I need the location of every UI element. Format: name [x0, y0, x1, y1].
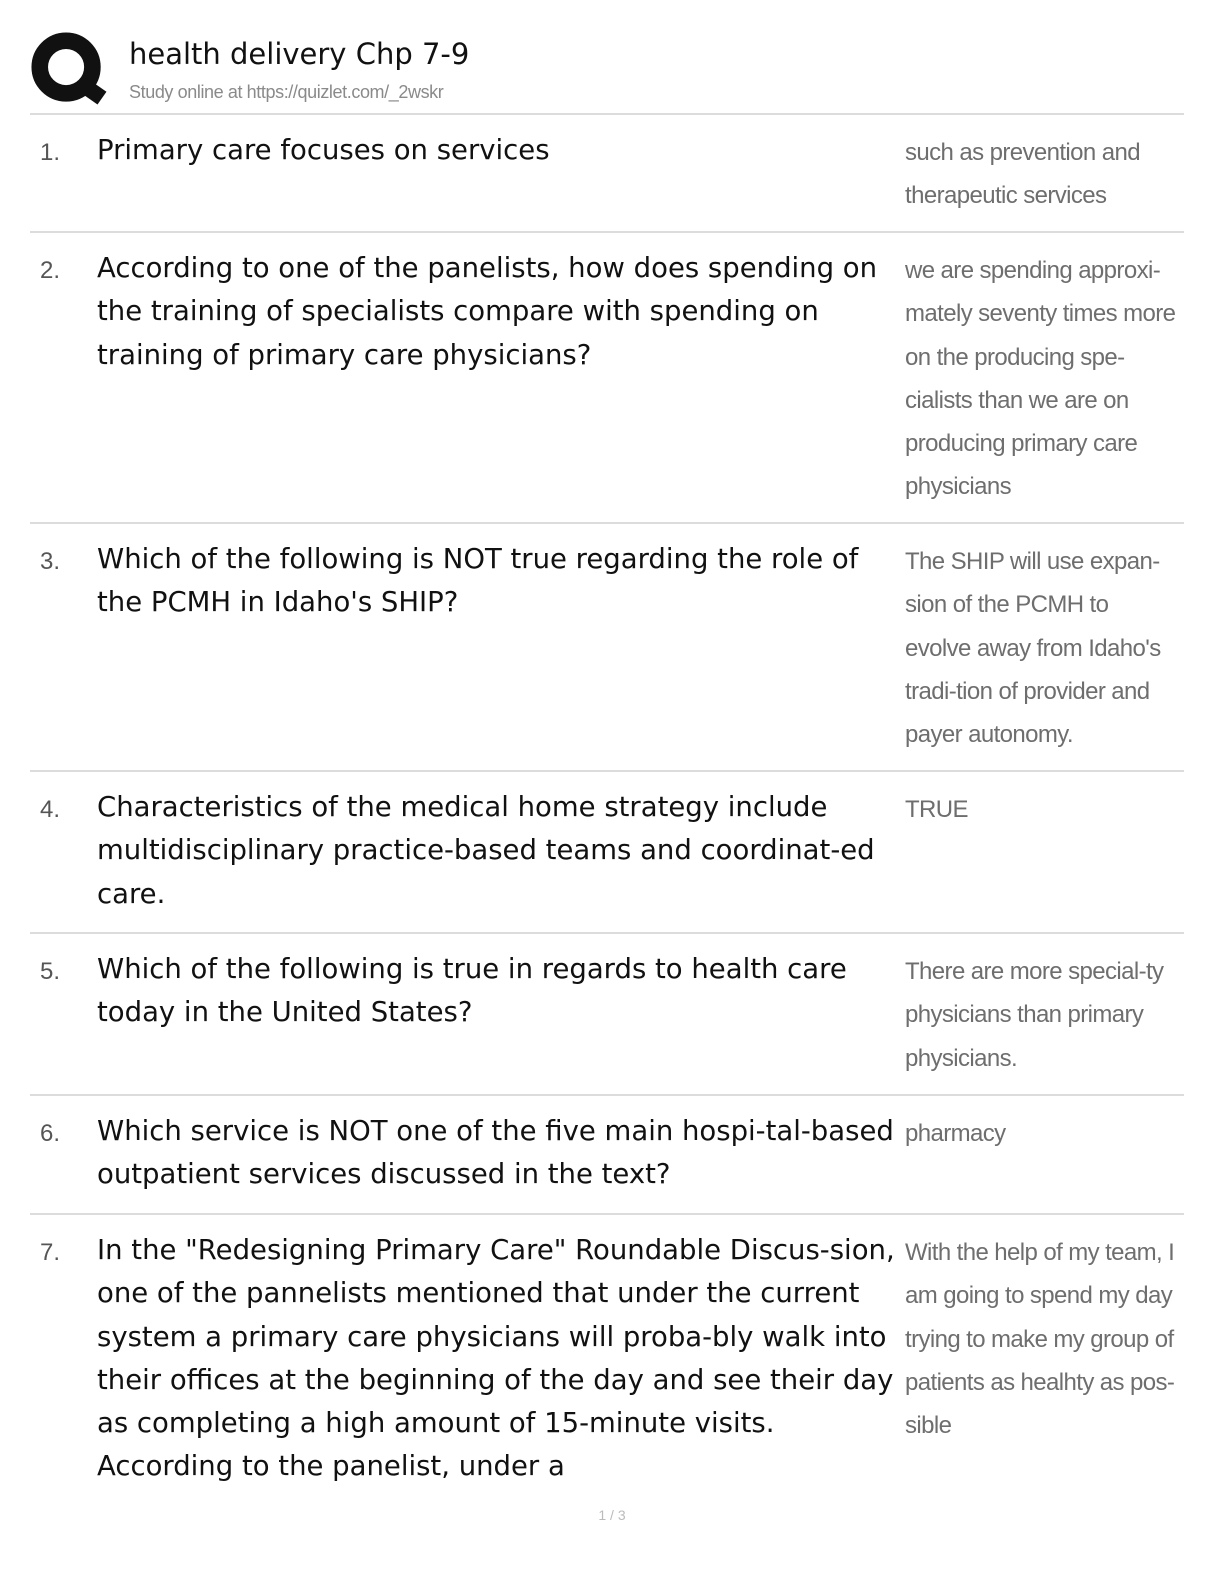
page-number: 1 / 3: [598, 1507, 626, 1523]
card-number: 5.: [40, 958, 61, 985]
flashcard-page: [30, 28, 1184, 1495]
flashcard-row: [30, 233, 1184, 524]
card-definition: TRUE: [905, 796, 968, 823]
card-term: According to one of the panelists, how does spending on the training of specialists compare with spending on training of primary care physicians?: [97, 252, 878, 371]
card-number: 2.: [40, 257, 61, 284]
card-term: Which of the following is true in regards to health care today in the United States?: [97, 953, 847, 1029]
card-term: Characteristics of the medical home strategy include multidisciplinary practice-based teams and coordinat-ed care.: [97, 791, 875, 910]
flashcard-row: [30, 524, 1184, 772]
flashcard-row: [30, 772, 1184, 934]
card-definition: With the help of my team, I am going to spend my day trying to make my group of patients as healhty as pos-sible: [905, 1239, 1175, 1440]
card-term: Which service is NOT one of the five main hospi-tal-based outpatient services discussed in the text?: [97, 1115, 894, 1191]
card-number: 4.: [40, 796, 61, 823]
card-term: Which of the following is NOT true regarding the role of the PCMH in Idaho's SHIP?: [97, 543, 859, 619]
card-number: 7.: [40, 1239, 61, 1266]
card-definition: pharmacy: [905, 1120, 1006, 1147]
flashcard-row: [30, 1096, 1184, 1215]
set-title: health delivery Chp 7-9: [129, 37, 470, 71]
card-definition: such as prevention and therapeutic services: [905, 139, 1140, 210]
card-definition: There are more special-ty physicians than primary physicians.: [905, 958, 1164, 1072]
page-header: [30, 28, 1184, 115]
card-definition: The SHIP will use expan-sion of the PCMH to evolve away from Idaho's tradi-tion of provider and payer autonomy.: [905, 548, 1161, 749]
study-online-link[interactable]: Study online at https://quizlet.com/_2wskr: [129, 82, 444, 102]
quizlet-logo-icon: [30, 30, 108, 108]
card-definition: we are spending approxi-mately seventy times more on the producing spe-cialists than we are on producing primary care physicians: [905, 257, 1176, 501]
card-number: 3.: [40, 548, 61, 575]
card-term: In the "Redesigning Primary Care" Roundable Discus-sion, one of the pannelists mentioned that under the current system a primary care physicians will proba-bly walk into their offices at the beginning of the day and see their day as completing a high amount of 15-minute visits. According to the panelist, under a: [97, 1234, 895, 1483]
flashcard-row: [30, 934, 1184, 1096]
card-number: 6.: [40, 1120, 61, 1147]
card-number: 1.: [40, 139, 61, 166]
card-term: Primary care focuses on services: [97, 134, 550, 166]
flashcard-row: [30, 1215, 1184, 1495]
flashcard-row: [30, 115, 1184, 233]
